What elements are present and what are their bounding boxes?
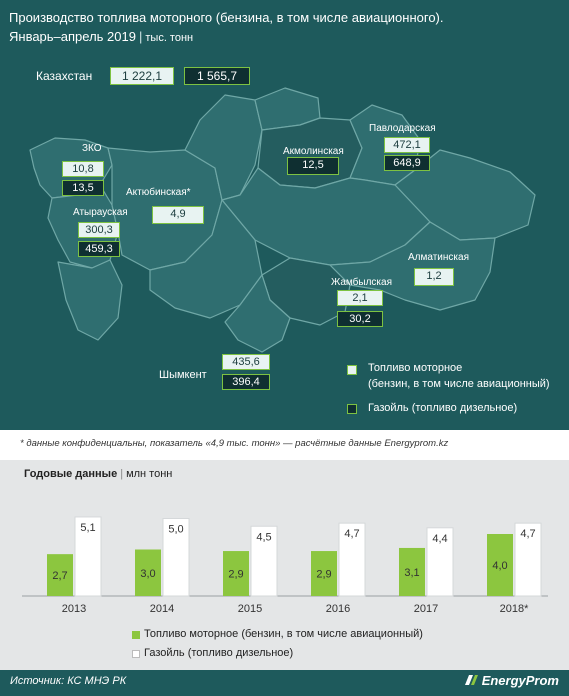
almaty-fuel-value: 1,2: [414, 268, 454, 286]
pavlodar-gasoil-value: 648,9: [384, 155, 430, 171]
brand-name: EnergyProm: [481, 673, 559, 688]
x-tick-2013: 2013: [61, 603, 87, 615]
chart-legend-fuel-label: Топливо моторное (бензин, в том числе авиационный): [144, 628, 423, 640]
label-fuel-2014: 3,0: [140, 567, 156, 580]
map-title: [9, 8, 444, 48]
label-fuel-2018*: 4,0: [492, 560, 508, 572]
label-gasoil-2017: 4,4: [432, 532, 448, 545]
energyprom-logo-icon: [463, 673, 479, 687]
shymkent-gasoil-value: 396,4: [222, 374, 270, 390]
map-title-line1: Производство топлива моторного (бензина, в том числе авиационного).: [9, 10, 444, 25]
region-label-pavlodar: Павлодарская: [369, 123, 436, 134]
legend-fuel-swatch: [347, 365, 357, 375]
country-gasoil-value: 1 565,7: [184, 67, 250, 85]
yearly-chart-panel: [0, 460, 569, 670]
region-label-atyrau: Атырауская: [73, 207, 128, 218]
map-unit: тыс. тонн: [145, 32, 194, 44]
country-fuel-value: 1 222,1: [110, 67, 174, 85]
yearly-separator: |: [120, 468, 124, 480]
label-fuel-2015: 2,9: [228, 568, 244, 581]
region-label-aktobe: Актюбинская*: [126, 187, 191, 198]
aktobe-fuel-value: 4,9: [152, 206, 204, 224]
x-tick-2016: 2016: [325, 603, 351, 615]
footnote: * данные конфиденциальны, показатель «4,9 тыс. тонн» — расчётные данные Energyprom.kz: [20, 438, 449, 449]
x-tick-2017: 2017: [413, 603, 439, 615]
zko-fuel-value: 10,8: [62, 161, 104, 177]
map-subtitle: [9, 27, 444, 48]
akmola-gasoil-value: 12,5: [287, 157, 339, 175]
source-text: Источник: КС МНЭ РК: [10, 675, 127, 687]
yearly-title-text: Годовые данные: [24, 468, 118, 480]
chart-legend-fuel-swatch: [132, 631, 140, 639]
x-tick-2018*: 2018*: [499, 603, 529, 615]
legend-fuel-label: [368, 360, 550, 392]
pavlodar-fuel-value: 472,1: [384, 137, 430, 153]
shymkent-fuel-value: 435,6: [222, 354, 270, 370]
country-label: Казахстан: [36, 69, 93, 83]
legend-fuel-line2: (бензин, в том числе авиационный): [368, 378, 550, 390]
footer-bar: [0, 670, 569, 696]
label-gasoil-2015: 4,5: [256, 531, 272, 544]
atyrau-gasoil-value: 459,3: [78, 241, 120, 257]
zhambyl-gasoil-value: 30,2: [337, 311, 383, 327]
region-label-zko: ЗКО: [82, 143, 102, 154]
zko-gasoil-value: 13,5: [62, 180, 104, 196]
atyrau-fuel-value: 300,3: [78, 222, 120, 238]
label-gasoil-2013: 5,1: [80, 521, 96, 534]
legend-gasoil-swatch: [347, 404, 357, 414]
label-fuel-2017: 3,1: [404, 566, 420, 579]
region-label-zhambyl: Жамбылская: [331, 277, 392, 288]
region-label-akmola: Акмолинская: [283, 146, 344, 157]
map-title-line2: Январь–апрель 2019: [9, 29, 136, 44]
chart-legend-gasoil-label: Газойль (топливо дизельное): [144, 647, 294, 659]
label-fuel-2016: 2,9: [316, 568, 332, 581]
region-shape-mangystau: [58, 260, 122, 340]
legend-fuel-line1: Топливо моторное: [368, 362, 463, 374]
region-label-shymkent: Шымкент: [159, 369, 207, 381]
label-gasoil-2018*: 4,7: [520, 528, 536, 541]
yearly-unit: млн тонн: [126, 468, 173, 480]
title-separator: |: [138, 29, 143, 44]
chart-legend-gasoil-swatch: [132, 650, 140, 658]
label-fuel-2013: 2,7: [52, 570, 68, 583]
x-tick-2015: 2015: [237, 603, 263, 615]
x-tick-2014: 2014: [149, 603, 175, 615]
region-label-almaty: Алматинская: [408, 252, 469, 263]
label-gasoil-2016: 4,7: [344, 528, 360, 541]
label-gasoil-2014: 5,0: [168, 523, 184, 536]
zhambyl-fuel-value: 2,1: [337, 290, 383, 306]
brand-logo: [463, 673, 559, 688]
legend-gasoil-label: Газойль (топливо дизельное): [368, 402, 518, 414]
